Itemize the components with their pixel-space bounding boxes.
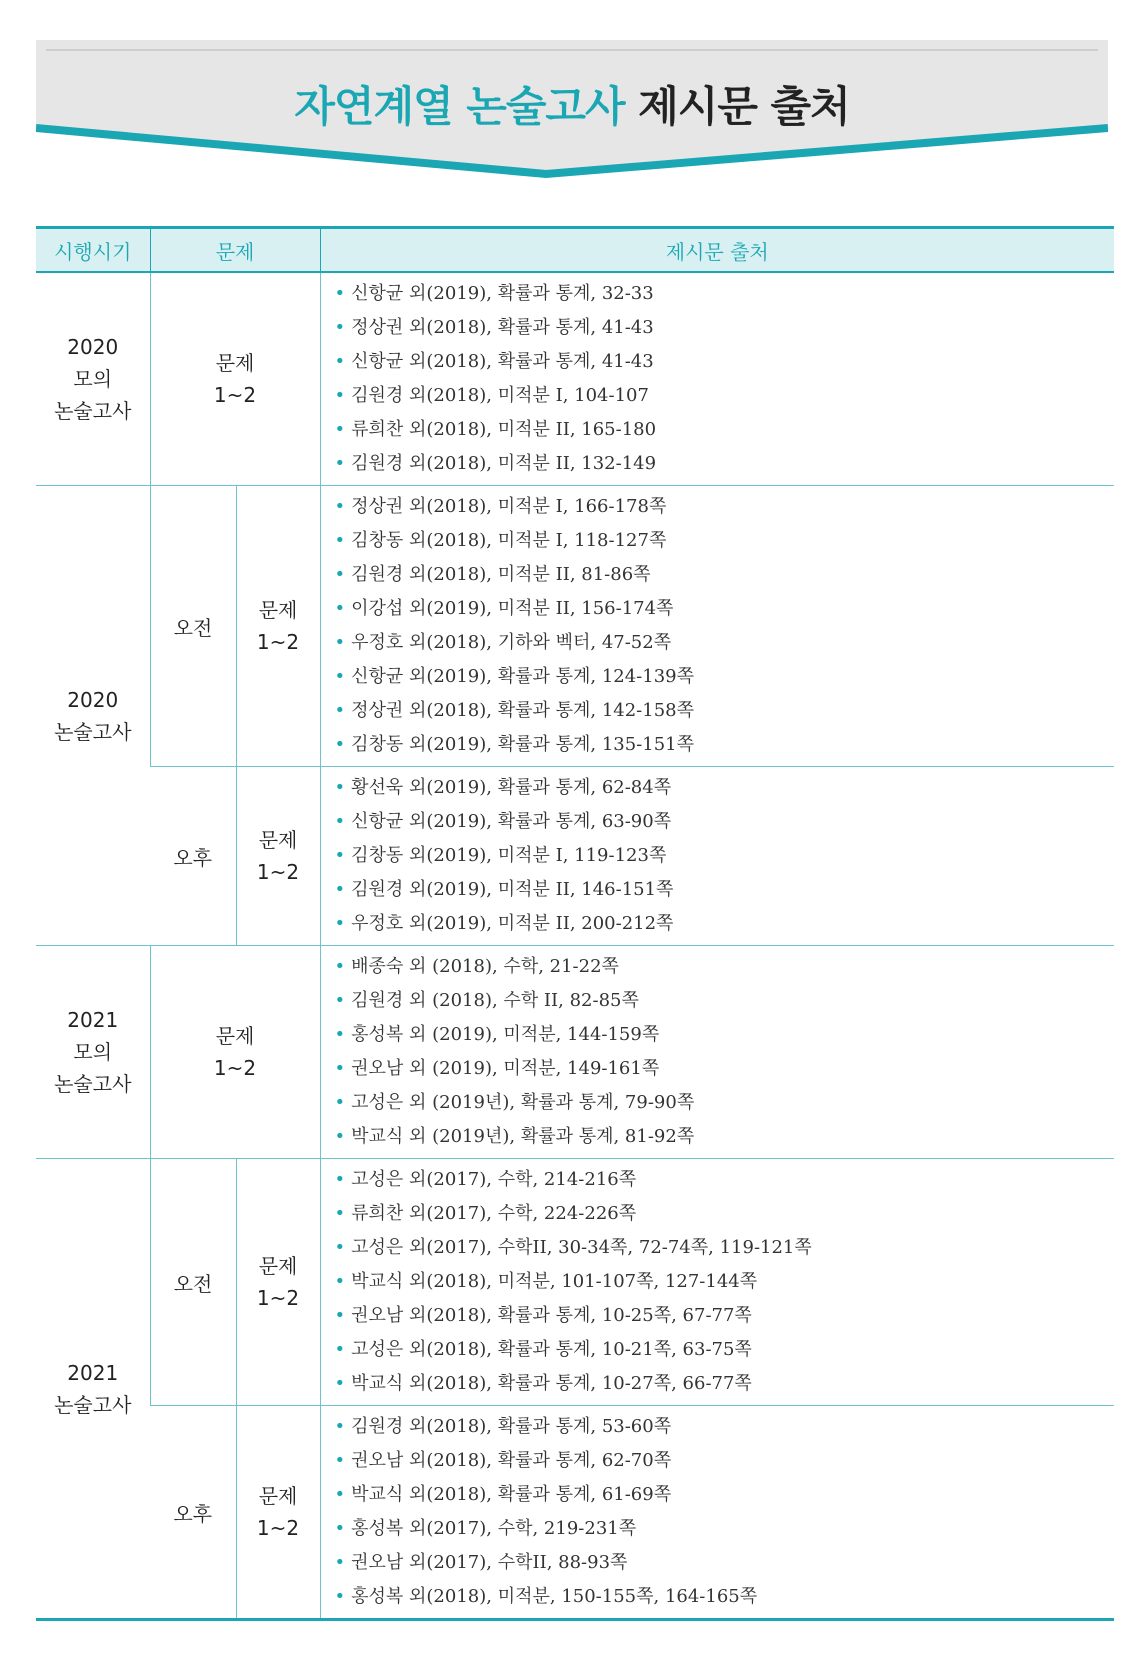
bullet-icon: • (334, 1552, 346, 1573)
source-item (335, 1265, 1115, 1299)
session-line: 논술고사 (54, 1392, 132, 1417)
sources-table (36, 226, 1114, 1621)
source-item (335, 1478, 1115, 1512)
problem-cell (236, 1406, 320, 1620)
source-item (335, 1163, 1115, 1197)
session-line: 논술고사 (54, 719, 132, 744)
session-cell (36, 486, 150, 946)
bullet-icon: • (334, 419, 346, 440)
bullet-icon: • (334, 632, 346, 653)
title-accent: 자연계열 논술고사 (294, 82, 625, 131)
bullet-icon: • (334, 666, 346, 687)
source-text: 류희찬 외(2018), 미적분 II, 165-180 (351, 419, 657, 440)
bullet-icon: • (334, 777, 346, 798)
bullet-icon: • (334, 530, 346, 551)
source-item (335, 524, 1115, 558)
source-text: 김원경 외(2018), 미적분 II, 132-149 (351, 453, 657, 474)
period-cell: 오후 (150, 1406, 236, 1620)
source-item (335, 873, 1115, 907)
bullet-icon: • (334, 990, 346, 1011)
source-text: 정상권 외(2018), 확률과 통계, 142-158쪽 (351, 700, 694, 721)
source-text: 김창동 외(2019), 확률과 통계, 135-151쪽 (351, 734, 694, 755)
page-title (36, 74, 1108, 134)
bullet-icon: • (334, 317, 346, 338)
source-item (335, 1367, 1115, 1401)
bullet-icon: • (334, 1092, 346, 1113)
bullet-icon: • (334, 811, 346, 832)
session-line: 2020 (67, 335, 119, 359)
bullet-icon: • (334, 598, 346, 619)
session-cell (36, 1159, 150, 1620)
source-item (335, 984, 1115, 1018)
source-text: 신항균 외(2019), 확률과 통계, 124-139쪽 (351, 666, 694, 687)
source-text: 정상권 외(2018), 확률과 통계, 41-43 (351, 317, 654, 338)
source-list (335, 1410, 1115, 1614)
source-cell (320, 946, 1114, 1159)
table-row (36, 1159, 1114, 1406)
problem-line: 문제 (215, 1024, 255, 1048)
problem-line: 1~2 (256, 630, 300, 654)
bullet-icon: • (334, 1203, 346, 1224)
bullet-icon: • (334, 1518, 346, 1539)
source-item (335, 694, 1115, 728)
source-text: 우정호 외(2019), 미적분 II, 200-212쪽 (351, 913, 674, 934)
header-problem: 문제 (150, 228, 320, 273)
source-list (335, 1163, 1115, 1401)
bullet-icon: • (334, 1169, 346, 1190)
table-body (36, 272, 1114, 1620)
source-list (335, 950, 1115, 1154)
source-item (335, 907, 1115, 941)
source-text: 권오남 외(2017), 수학II, 88-93쪽 (351, 1552, 628, 1573)
problem-cell (150, 946, 320, 1159)
session-cell (36, 272, 150, 486)
bullet-icon: • (334, 1024, 346, 1045)
table-row (36, 1406, 1114, 1620)
problem-line: 문제 (258, 828, 298, 852)
source-text: 황선욱 외(2019), 확률과 통계, 62-84쪽 (351, 777, 672, 798)
source-text: 고성은 외(2018), 확률과 통계, 10-21쪽, 63-75쪽 (351, 1339, 752, 1360)
problem-cell (236, 767, 320, 946)
source-text: 김원경 외 (2018), 수학 II, 82-85쪽 (351, 990, 639, 1011)
title-rest: 제시문 출처 (638, 82, 850, 131)
bullet-icon: • (334, 913, 346, 934)
source-item (335, 1299, 1115, 1333)
table-header-row (36, 228, 1114, 273)
source-item (335, 1197, 1115, 1231)
source-text: 김창동 외(2018), 미적분 I, 118-127쪽 (351, 530, 667, 551)
source-item (335, 311, 1115, 345)
source-item (335, 1410, 1115, 1444)
source-text: 정상권 외(2018), 미적분 I, 166-178쪽 (351, 496, 667, 517)
source-item (335, 345, 1115, 379)
problem-line: 문제 (258, 1484, 298, 1508)
source-item (335, 1512, 1115, 1546)
period-cell: 오후 (150, 767, 236, 946)
source-item (335, 1086, 1115, 1120)
source-item (335, 1052, 1115, 1086)
session-line: 2020 (67, 687, 119, 712)
table-row (36, 946, 1114, 1159)
session-line: 2021 (67, 1008, 119, 1032)
source-text: 류희찬 외(2017), 수학, 224-226쪽 (351, 1203, 637, 1224)
source-list (335, 490, 1115, 762)
bullet-icon: • (334, 956, 346, 977)
source-item (335, 805, 1115, 839)
source-item (335, 728, 1115, 762)
source-text: 신항균 외(2019), 확률과 통계, 32-33 (351, 283, 654, 304)
problem-line: 1~2 (256, 860, 300, 884)
source-item (335, 950, 1115, 984)
source-item (335, 771, 1115, 805)
source-item (335, 839, 1115, 873)
source-item (335, 1546, 1115, 1580)
source-item (335, 1444, 1115, 1478)
problem-cell (150, 272, 320, 486)
title-banner (36, 40, 1108, 190)
problem-line: 1~2 (213, 1056, 257, 1080)
problem-line: 문제 (258, 598, 298, 622)
bullet-icon: • (334, 1058, 346, 1079)
bullet-icon: • (334, 1271, 346, 1292)
source-text: 권오남 외(2018), 확률과 통계, 62-70쪽 (351, 1450, 672, 1471)
bullet-icon: • (334, 1237, 346, 1258)
bullet-icon: • (334, 564, 346, 585)
period-cell: 오전 (150, 1159, 236, 1406)
source-item (335, 1231, 1115, 1265)
bullet-icon: • (334, 734, 346, 755)
source-item (335, 413, 1115, 447)
source-item (335, 447, 1115, 481)
session-line: 모의 (73, 1040, 113, 1064)
table-row (36, 767, 1114, 946)
bullet-icon: • (334, 1339, 346, 1360)
bullet-icon: • (334, 453, 346, 474)
source-text: 박교식 외(2018), 미적분, 101-107쪽, 127-144쪽 (351, 1271, 758, 1292)
source-cell (320, 1406, 1114, 1620)
source-text: 김원경 외(2018), 확률과 통계, 53-60쪽 (351, 1416, 672, 1437)
bullet-icon: • (334, 879, 346, 900)
source-cell (320, 486, 1114, 767)
header-source: 제시문 출처 (320, 228, 1114, 273)
problem-line: 문제 (215, 351, 255, 375)
source-text: 권오남 외(2018), 확률과 통계, 10-25쪽, 67-77쪽 (351, 1305, 752, 1326)
period-cell: 오전 (150, 486, 236, 767)
source-text: 김창동 외(2019), 미적분 I, 119-123쪽 (351, 845, 667, 866)
source-item (335, 490, 1115, 524)
source-text: 홍성복 외(2017), 수학, 219-231쪽 (351, 1518, 637, 1539)
source-text: 김원경 외(2019), 미적분 II, 146-151쪽 (351, 879, 674, 900)
source-item (335, 1333, 1115, 1367)
source-text: 홍성복 외 (2019), 미적분, 144-159쪽 (351, 1024, 660, 1045)
source-item (335, 379, 1115, 413)
source-item (335, 592, 1115, 626)
bullet-icon: • (334, 845, 346, 866)
source-text: 권오남 외 (2019), 미적분, 149-161쪽 (351, 1058, 660, 1079)
bullet-icon: • (334, 1126, 346, 1147)
problem-line: 1~2 (256, 1286, 300, 1310)
session-line: 논술고사 (54, 399, 132, 423)
source-item (335, 558, 1115, 592)
source-item (335, 1120, 1115, 1154)
source-text: 김원경 외(2018), 미적분 II, 81-86쪽 (351, 564, 651, 585)
bullet-icon: • (334, 1305, 346, 1326)
bullet-icon: • (334, 1450, 346, 1471)
source-item (335, 660, 1115, 694)
bullet-icon: • (334, 496, 346, 517)
source-item (335, 626, 1115, 660)
source-text: 박교식 외(2018), 확률과 통계, 10-27쪽, 66-77쪽 (351, 1373, 752, 1394)
bullet-icon: • (334, 700, 346, 721)
problem-cell (236, 486, 320, 767)
source-text: 신항균 외(2019), 확률과 통계, 63-90쪽 (351, 811, 672, 832)
bullet-icon: • (334, 385, 346, 406)
source-item (335, 1018, 1115, 1052)
source-text: 우정호 외(2018), 기하와 벡터, 47-52쪽 (351, 632, 672, 653)
session-line: 모의 (73, 367, 113, 391)
session-line: 논술고사 (54, 1072, 132, 1096)
source-text: 고성은 외(2017), 수학II, 30-34쪽, 72-74쪽, 119-121쪽 (351, 1237, 812, 1258)
source-text: 박교식 외 (2019년), 확률과 통계, 81-92쪽 (351, 1126, 695, 1147)
source-list (335, 277, 1115, 481)
source-text: 고성은 외 (2019년), 확률과 통계, 79-90쪽 (351, 1092, 695, 1113)
table-row (36, 486, 1114, 767)
source-text: 이강섭 외(2019), 미적분 II, 156-174쪽 (351, 598, 674, 619)
session-cell (36, 946, 150, 1159)
source-text: 박교식 외(2018), 확률과 통계, 61-69쪽 (351, 1484, 672, 1505)
table-row (36, 272, 1114, 486)
problem-line: 문제 (258, 1254, 298, 1278)
source-text: 배종숙 외 (2018), 수학, 21-22쪽 (351, 956, 619, 977)
bullet-icon: • (334, 1373, 346, 1394)
header-session: 시행시기 (36, 228, 150, 273)
source-item (335, 277, 1115, 311)
source-cell (320, 1159, 1114, 1406)
problem-line: 1~2 (256, 1516, 300, 1540)
bullet-icon: • (334, 283, 346, 304)
source-cell (320, 272, 1114, 486)
problem-cell (236, 1159, 320, 1406)
source-text: 홍성복 외(2018), 미적분, 150-155쪽, 164-165쪽 (351, 1586, 758, 1607)
session-line: 2021 (67, 1360, 119, 1385)
source-text: 고성은 외(2017), 수학, 214-216쪽 (351, 1169, 637, 1190)
source-list (335, 771, 1115, 941)
bullet-icon: • (334, 351, 346, 372)
bullet-icon: • (334, 1586, 346, 1607)
bullet-icon: • (334, 1416, 346, 1437)
source-text: 신항균 외(2018), 확률과 통계, 41-43 (351, 351, 654, 372)
source-cell (320, 767, 1114, 946)
bullet-icon: • (334, 1484, 346, 1505)
source-item (335, 1580, 1115, 1614)
problem-line: 1~2 (213, 383, 257, 407)
source-text: 김원경 외(2018), 미적분 I, 104-107 (351, 385, 649, 406)
